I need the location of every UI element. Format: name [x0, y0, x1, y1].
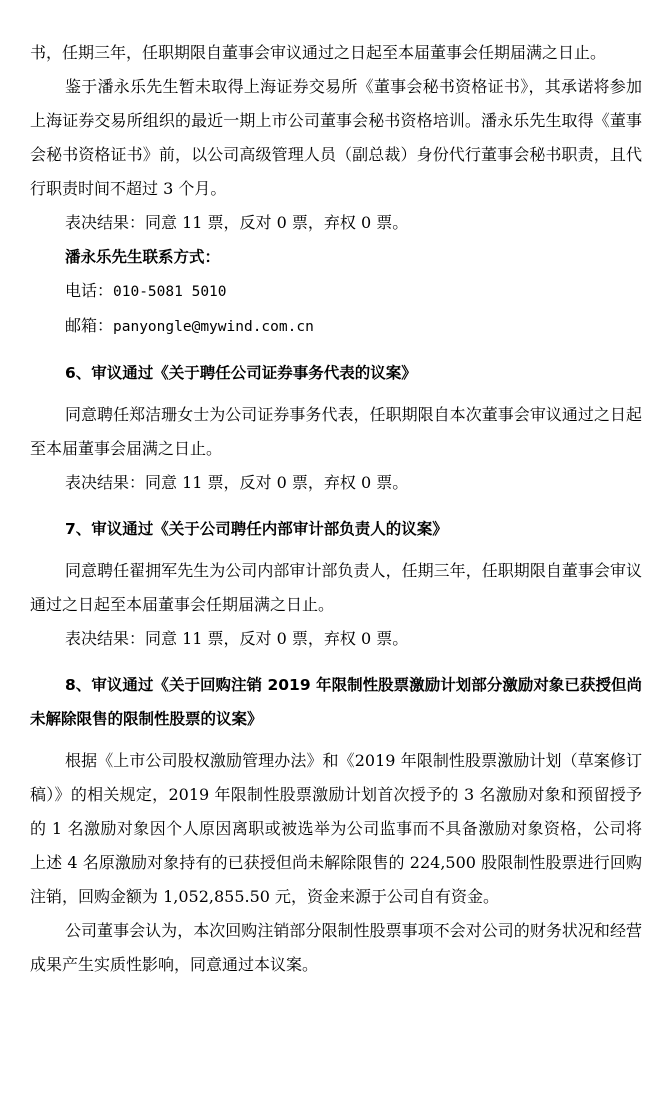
phone-label: 电话： — [65, 281, 114, 300]
email-value: panyongle@mywind.com.cn — [113, 319, 314, 335]
paragraph-item-8-board-opinion: 公司董事会认为，本次回购注销部分限制性股票事项不会对公司的财务状况和经营成果产生实质性影响，同意通过本议案。 — [30, 921, 642, 974]
contact-title: 潘永乐先生联系方式： — [65, 248, 221, 266]
paragraph-item-7: 同意聘任翟拥军先生为公司内部审计部负责人，任期三年，任职期限自董事会审议通过之日起至本届董事会任期届满之日止。 — [30, 561, 642, 614]
paragraph-secretary-qualification: 鉴于潘永乐先生暂未取得上海证券交易所《董事会秘书资格证书》，其承诺将参加上海证券交易所组织的最近一期上市公司董事会秘书资格培训。潘永乐先生取得《董事会秘书资格证书》前，以公司高级管理人员（副总裁）身份代行董事会秘书职责，且代行职责时间不超过 3 个月。 — [30, 77, 642, 198]
paragraph-item-8-main: 根据《上市公司股权激励管理办法》和《2019 年限制性股票激励计划（草案修订稿）》的相关规定，2019 年限制性股票激励计划首次授予的 3 名激励对象和预留授予的 1 名激励对象因个人原因离职或被选举为公司监事而不具备激励对象资格，公司将上述 4 名原激励对象持有的已获授但尚未解除限售的 224,500 股限制性股票进行回购注销，回购金额为 1,052,855.50 元，资金来源于公司自有资金。 — [30, 751, 642, 906]
paragraph-term: 书，任期三年，任职期限自董事会审议通过之日起至本届董事会任期届满之日止。 — [30, 43, 607, 62]
email-label: 邮箱： — [65, 316, 114, 335]
heading-item-7: 7、审议通过《关于公司聘任内部审计部负责人的议案》 — [65, 520, 448, 538]
contact-phone — [30, 274, 642, 309]
paragraph-item-6: 同意聘任郑洁珊女士为公司证券事务代表，任职期限自本次董事会审议通过之日起至本届董事会届满之日止。 — [30, 405, 642, 458]
phone-value: 010-5081 5010 — [113, 284, 227, 300]
vote-result-7: 表决结果：同意 11 票，反对 0 票，弃权 0 票。 — [65, 629, 409, 648]
contact-email — [30, 309, 642, 344]
heading-item-8: 8、审议通过《关于回购注销 2019 年限制性股票激励计划部分激励对象已获授但尚未解除限售的限制性股票的议案》 — [30, 676, 642, 728]
document-page — [30, 36, 642, 982]
heading-item-6: 6、审议通过《关于聘任公司证券事务代表的议案》 — [65, 364, 417, 382]
vote-result-6: 表决结果：同意 11 票，反对 0 票，弃权 0 票。 — [65, 473, 409, 492]
vote-result-5: 表决结果：同意 11 票，反对 0 票，弃权 0 票。 — [65, 213, 409, 232]
